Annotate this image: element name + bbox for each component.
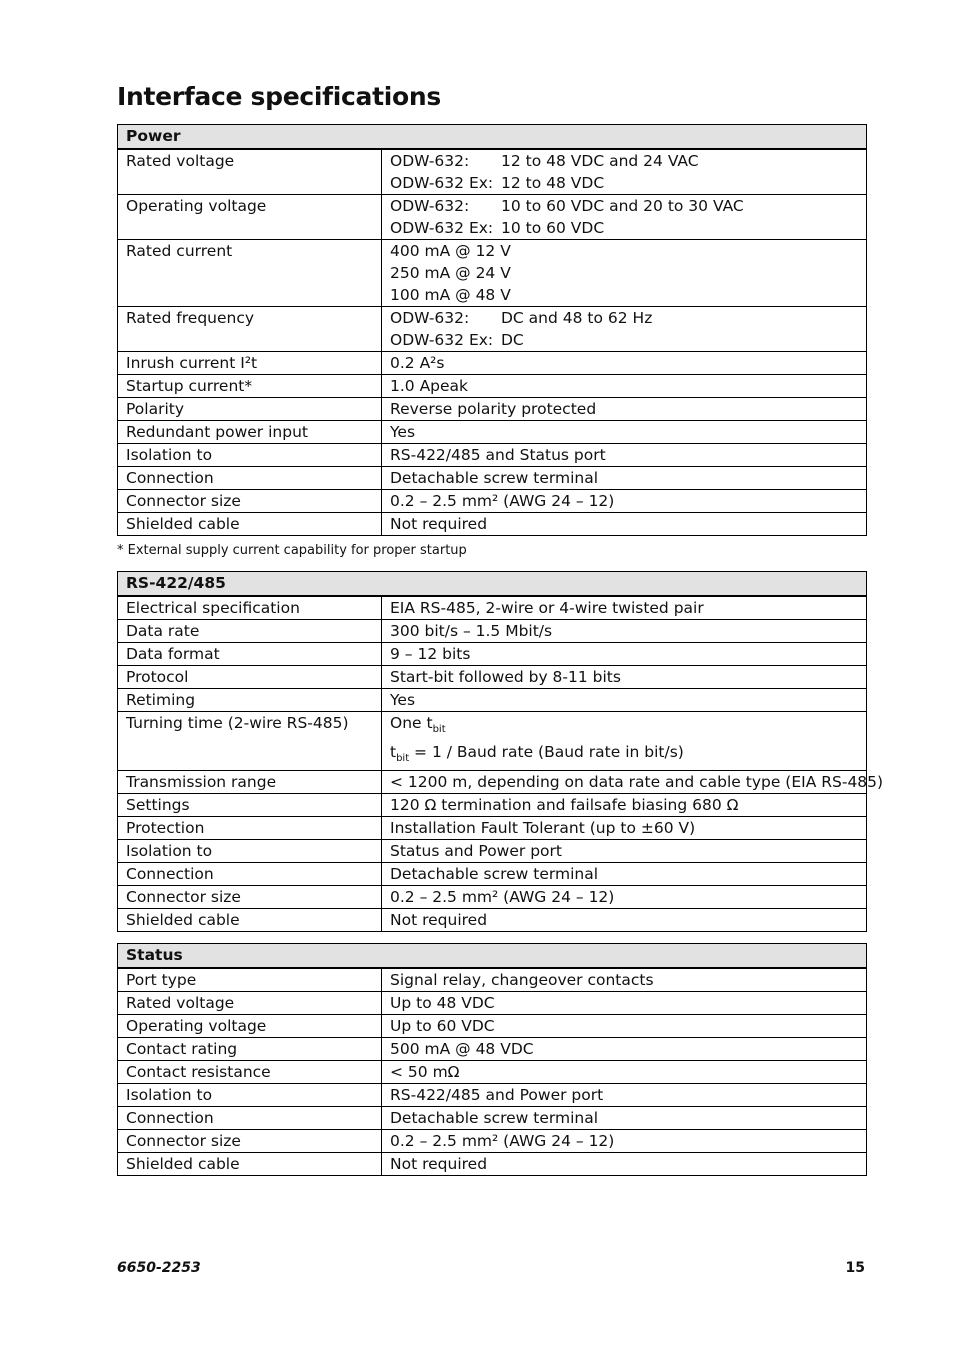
spec-label: Contact rating — [118, 1038, 382, 1061]
value-text: 500 mA @ 48 VDC — [390, 1040, 534, 1058]
spec-label: Shielded cable — [118, 909, 382, 932]
spec-value-line — [390, 513, 858, 535]
power-spec-table — [117, 124, 867, 536]
spec-label: Rated current — [118, 240, 382, 307]
spec-label: Inrush current I²t — [118, 352, 382, 375]
value-text: Up to 60 VDC — [390, 1017, 495, 1035]
spec-value — [382, 817, 867, 840]
spec-value-line — [390, 172, 858, 194]
value-text: < 50 mΩ — [390, 1063, 460, 1081]
table-row — [118, 490, 867, 513]
model-label: ODW-632: — [390, 197, 470, 215]
spec-label: Protocol — [118, 666, 382, 689]
spec-value-line — [390, 689, 858, 711]
spec-label: Port type — [118, 968, 382, 992]
spec-value-line — [390, 666, 858, 688]
spec-value-line — [390, 195, 858, 217]
spec-label: Connector size — [118, 490, 382, 513]
table-row — [118, 840, 867, 863]
value-text: $t_{bit} = 1$ / Baud rate (Baud rate in bit/s) — [390, 743, 684, 765]
model-label: ODW-632 Ex: — [390, 174, 494, 192]
spec-value — [382, 149, 867, 195]
spec-label: Connection — [118, 1107, 382, 1130]
rs485-table-header: RS-422/485 — [118, 572, 867, 597]
table-row — [118, 352, 867, 375]
value-text: One $t_{bit}$ — [390, 714, 446, 736]
spec-value-line — [390, 840, 858, 862]
spec-label: Contact resistance — [118, 1061, 382, 1084]
spec-label: Retiming — [118, 689, 382, 712]
spec-value-line — [390, 1107, 858, 1129]
spec-value-line — [390, 307, 858, 329]
value-text: 250 mA @ 24 V — [390, 264, 511, 282]
spec-value-line — [390, 329, 858, 351]
value-text: 9 – 12 bits — [390, 645, 471, 663]
table-row — [118, 195, 867, 240]
spec-label: Rated voltage — [118, 149, 382, 195]
table-row — [118, 689, 867, 712]
spec-value — [382, 968, 867, 992]
spec-value-line — [390, 794, 858, 816]
table-row — [118, 886, 867, 909]
spec-value — [382, 666, 867, 689]
spec-label: Connector size — [118, 886, 382, 909]
spec-value — [382, 421, 867, 444]
document-number: 6650-2253 — [117, 1260, 201, 1276]
spec-label: Isolation to — [118, 840, 382, 863]
value-text: Not required — [390, 515, 488, 533]
table-row — [118, 712, 867, 771]
spec-value — [382, 1107, 867, 1130]
value-text: 0.2 A²s — [390, 354, 445, 372]
spec-label: Isolation to — [118, 1084, 382, 1107]
spec-value-line — [390, 1153, 858, 1175]
spec-value — [382, 490, 867, 513]
spec-label: Polarity — [118, 398, 382, 421]
rs485-spec-table — [117, 571, 884, 932]
value-text: 10 to 60 VDC and 20 to 30 VAC — [501, 197, 744, 215]
spec-value-line — [390, 467, 858, 489]
spec-value — [382, 712, 867, 771]
spec-label: Electrical specification — [118, 596, 382, 620]
table-row — [118, 240, 867, 307]
spec-label: Rated voltage — [118, 992, 382, 1015]
spec-value-line — [390, 490, 858, 512]
spec-label: Turning time (2-wire RS-485) — [118, 712, 382, 771]
spec-value-line — [390, 909, 858, 931]
spec-value-line — [390, 1084, 858, 1106]
spec-value — [382, 596, 867, 620]
table-row — [118, 1130, 867, 1153]
model-label: ODW-632 Ex: — [390, 331, 494, 349]
spec-value-line — [390, 150, 858, 172]
value-text: Reverse polarity protected — [390, 400, 597, 418]
spec-value — [382, 620, 867, 643]
spec-value — [382, 307, 867, 352]
table-row — [118, 149, 867, 195]
table-row — [118, 375, 867, 398]
spec-value-line — [390, 817, 858, 839]
spec-value — [382, 886, 867, 909]
spec-value-line — [390, 444, 858, 466]
spec-value — [382, 467, 867, 490]
page-title: Interface specifications — [117, 82, 441, 111]
value-text: 400 mA @ 12 V — [390, 242, 511, 260]
table-row — [118, 467, 867, 490]
value-text: Installation Fault Tolerant (up to ±60 V) — [390, 819, 696, 838]
spec-value — [382, 352, 867, 375]
value-text: Detachable screw terminal — [390, 1109, 599, 1127]
spec-value-line — [390, 1038, 858, 1060]
table-row — [118, 992, 867, 1015]
spec-value — [382, 909, 867, 932]
table-row — [118, 444, 867, 467]
value-text: 0.2 – 2.5 mm² (AWG 24 – 12) — [390, 492, 615, 510]
spec-value — [382, 689, 867, 712]
spec-value-line — [390, 217, 858, 239]
value-text: DC — [501, 331, 524, 349]
spec-value-line — [390, 992, 858, 1014]
spec-value-line — [390, 1015, 858, 1037]
spec-value-line — [390, 398, 858, 420]
table-row — [118, 421, 867, 444]
table-row — [118, 863, 867, 886]
table-row — [118, 307, 867, 352]
value-text: Yes — [390, 691, 416, 709]
spec-label: Data rate — [118, 620, 382, 643]
value-text: Signal relay, changeover contacts — [390, 971, 654, 989]
spec-value — [382, 444, 867, 467]
spec-value — [382, 771, 884, 794]
spec-label: Connector size — [118, 1130, 382, 1153]
spec-value-line — [390, 712, 858, 741]
status-table-header: Status — [118, 944, 867, 969]
spec-value — [382, 992, 867, 1015]
table-row — [118, 1107, 867, 1130]
spec-label: Startup current* — [118, 375, 382, 398]
table-row — [118, 398, 867, 421]
spec-value — [382, 1084, 867, 1107]
spec-value — [382, 840, 867, 863]
spec-label: Redundant power input — [118, 421, 382, 444]
spec-value-line — [390, 352, 858, 374]
value-text: 10 to 60 VDC — [501, 219, 605, 237]
status-spec-table — [117, 943, 867, 1176]
value-text: 120 Ω termination and failsafe biasing 680 Ω — [390, 796, 739, 815]
spec-value-line — [390, 284, 858, 306]
spec-label: Connection — [118, 863, 382, 886]
spec-label: Operating voltage — [118, 195, 382, 240]
value-text: Up to 48 VDC — [390, 994, 495, 1012]
table-row — [118, 643, 867, 666]
spec-value — [382, 1130, 867, 1153]
table-row — [118, 596, 867, 620]
spec-value — [382, 1038, 867, 1061]
value-text: 300 bit/s – 1.5 Mbit/s — [390, 622, 553, 640]
table-row — [118, 1084, 867, 1107]
table-row — [118, 513, 867, 536]
value-text: EIA RS-485, 2-wire or 4-wire twisted pair — [390, 599, 704, 617]
spec-value — [382, 195, 867, 240]
spec-value-line — [390, 375, 858, 397]
spec-label: Settings — [118, 794, 382, 817]
value-text: RS-422/485 and Power port — [390, 1086, 604, 1104]
spec-value — [382, 794, 867, 817]
spec-value — [382, 398, 867, 421]
page-number: 15 — [845, 1260, 865, 1276]
table-row — [118, 794, 867, 817]
spec-value — [382, 375, 867, 398]
spec-value — [382, 1061, 867, 1084]
value-text: 0.2 – 2.5 mm² (AWG 24 – 12) — [390, 1132, 615, 1150]
table-row — [118, 1038, 867, 1061]
spec-value-line — [390, 969, 858, 991]
model-label: ODW-632 Ex: — [390, 219, 494, 237]
value-text: 0.2 – 2.5 mm² (AWG 24 – 12) — [390, 888, 615, 907]
value-text: 12 to 48 VDC and 24 VAC — [501, 152, 699, 170]
power-table-header: Power — [118, 125, 867, 150]
spec-value-line — [390, 771, 884, 793]
value-text: Detachable screw terminal — [390, 865, 599, 884]
table-row — [118, 968, 867, 992]
value-text: Not required — [390, 911, 488, 930]
value-text: Status and Power port — [390, 842, 562, 861]
table-row — [118, 620, 867, 643]
model-label: ODW-632: — [390, 309, 470, 327]
value-text: Start-bit followed by 8-11 bits — [390, 668, 621, 686]
spec-label: Shielded cable — [118, 513, 382, 536]
spec-label: Connection — [118, 467, 382, 490]
value-text: Not required — [390, 1155, 488, 1173]
spec-value — [382, 1015, 867, 1038]
spec-label: Rated frequency — [118, 307, 382, 352]
spec-value-line — [390, 1130, 858, 1152]
spec-value-line — [390, 262, 858, 284]
table-row — [118, 817, 867, 840]
spec-label: Operating voltage — [118, 1015, 382, 1038]
spec-value — [382, 240, 867, 307]
value-text: RS-422/485 and Status port — [390, 446, 606, 464]
spec-value-line — [390, 421, 858, 443]
spec-label: Protection — [118, 817, 382, 840]
value-text: 1.0 Apeak — [390, 377, 469, 395]
power-footnote: * External supply current capability for proper startup — [117, 543, 467, 558]
table-row — [118, 771, 867, 794]
spec-label: Isolation to — [118, 444, 382, 467]
table-row — [118, 1015, 867, 1038]
model-label: ODW-632: — [390, 152, 470, 170]
spec-value — [382, 863, 867, 886]
spec-value-line — [390, 620, 858, 642]
table-row — [118, 666, 867, 689]
spec-value-line — [390, 240, 858, 262]
value-text: 12 to 48 VDC — [501, 174, 605, 192]
value-text: DC and 48 to 62 Hz — [501, 309, 653, 327]
spec-label: Shielded cable — [118, 1153, 382, 1176]
spec-value-line — [390, 1061, 858, 1083]
spec-value-line — [390, 597, 858, 619]
value-text: Detachable screw terminal — [390, 469, 599, 487]
spec-value — [382, 643, 867, 666]
value-text: 100 mA @ 48 V — [390, 286, 511, 304]
spec-label: Data format — [118, 643, 382, 666]
spec-label: Transmission range — [118, 771, 382, 794]
spec-value-line — [390, 886, 858, 908]
value-text: Yes — [390, 423, 416, 441]
table-row — [118, 1153, 867, 1176]
spec-value — [382, 513, 867, 536]
table-row — [118, 1061, 867, 1084]
spec-value-line — [390, 863, 858, 885]
table-row — [118, 909, 867, 932]
spec-value-line — [390, 643, 858, 665]
spec-value — [382, 1153, 867, 1176]
spec-value-line — [390, 741, 858, 770]
value-text: < 1200 m, depending on data rate and cable type (EIA RS-485) — [390, 773, 884, 792]
